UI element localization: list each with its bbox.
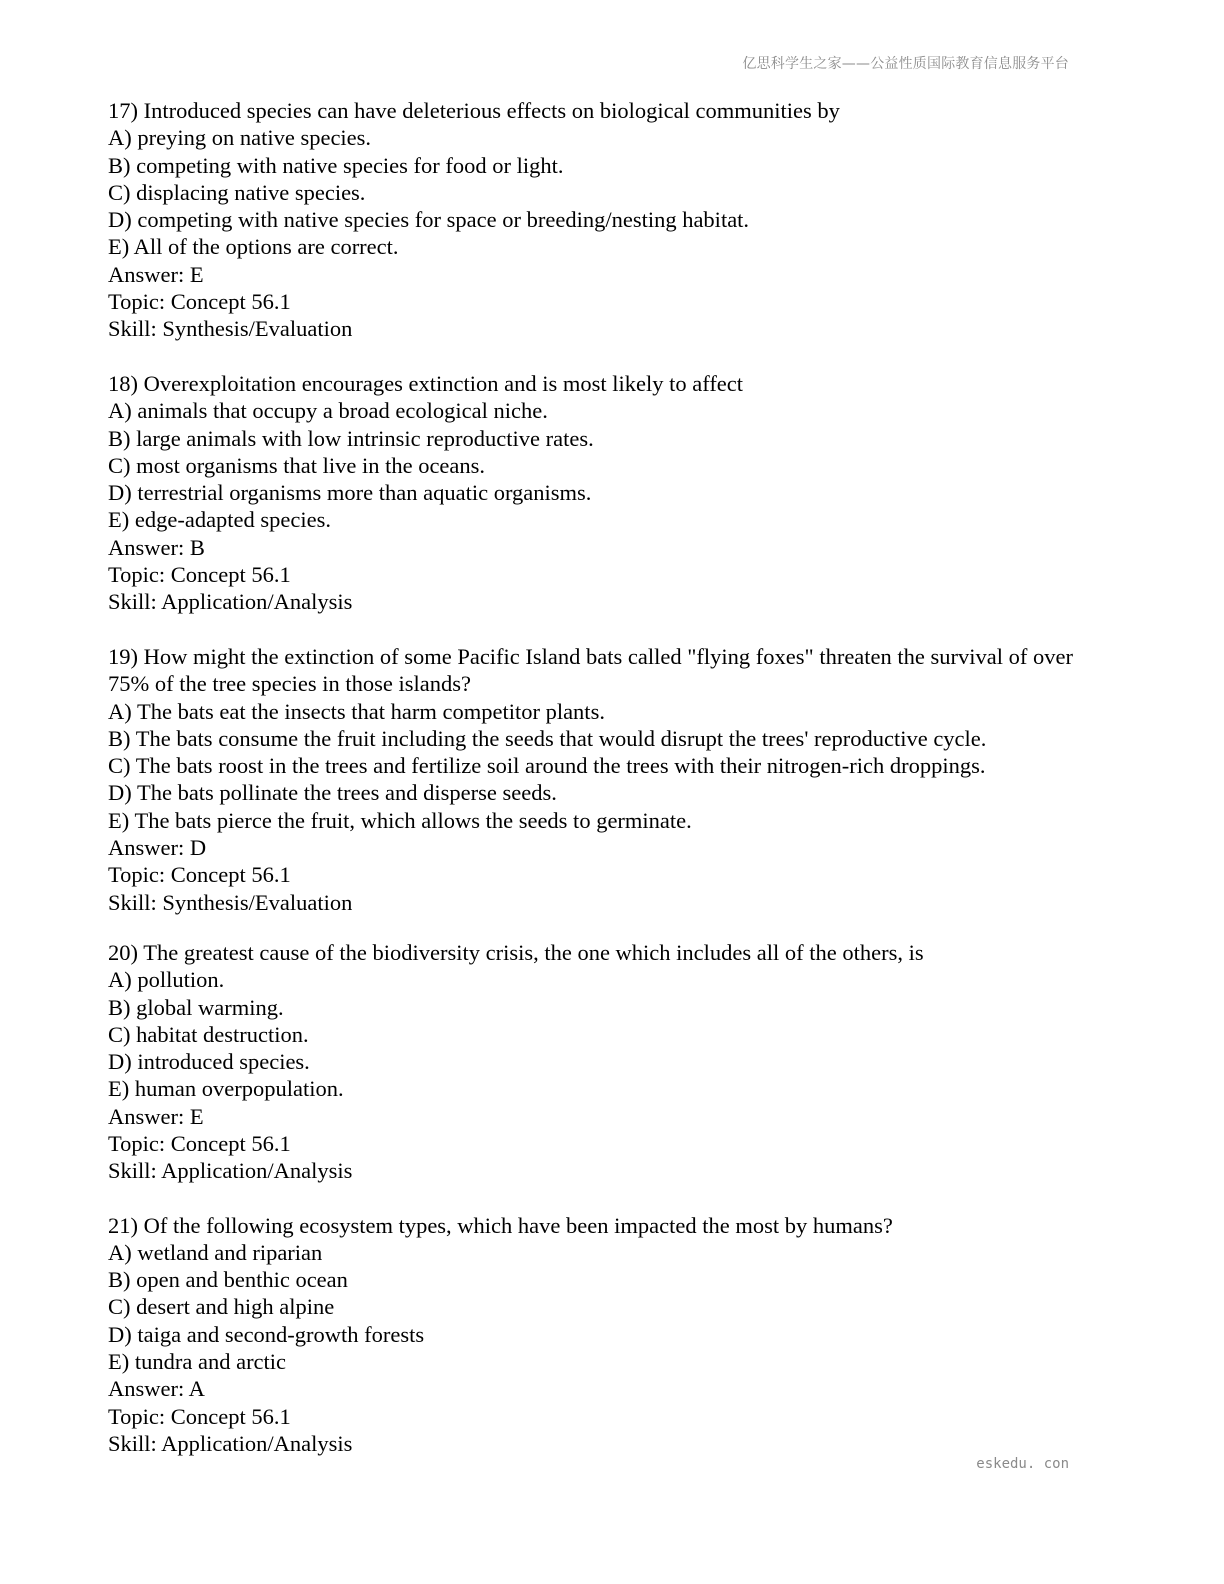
option-a: A) wetland and riparian [108,1239,323,1265]
answer: Answer: D [108,835,207,861]
question-21 [108,1212,1098,1458]
option-b: B) large animals with low intrinsic reproductive rates. [108,425,594,451]
option-c: C) displacing native species. [108,179,366,205]
topic: Topic: Concept 56.1 [108,289,291,315]
option-b: B) The bats consume the fruit including the seeds that would disrupt the trees' reproductive cycle. [108,725,987,751]
option-d: D) terrestrial organisms more than aquatic organisms. [108,480,592,506]
question-19 [108,643,1098,916]
option-e: E) All of the options are correct. [108,234,399,260]
question-20 [108,939,1098,1185]
option-a: A) animals that occupy a broad ecological niche. [108,398,548,424]
topic: Topic: Concept 56.1 [108,1130,291,1156]
skill: Skill: Application/Analysis [108,589,353,615]
skill: Skill: Application/Analysis [108,1430,353,1456]
option-d: D) introduced species. [108,1049,310,1075]
topic: Topic: Concept 56.1 [108,862,291,888]
skill: Skill: Synthesis/Evaluation [108,316,353,342]
question-list [108,97,1098,1457]
option-c: C) desert and high alpine [108,1294,335,1320]
option-d: D) taiga and second-growth forests [108,1321,425,1347]
option-e: E) The bats pierce the fruit, which allows the seeds to germinate. [108,807,692,833]
question-stem: 17) Introduced species can have deleterious effects on biological communities by [108,98,840,123]
skill: Skill: Application/Analysis [108,1158,353,1184]
question-stem: 20) The greatest cause of the biodiversity crisis, the one which includes all of the others, is [108,939,924,965]
option-e: E) tundra and arctic [108,1349,287,1375]
option-e: E) human overpopulation. [108,1076,344,1102]
topic: Topic: Concept 56.1 [108,562,291,588]
page-footer: eskedu. con [976,1456,1069,1472]
option-a: A) pollution. [108,967,225,993]
option-d: D) The bats pollinate the trees and disperse seeds. [108,780,557,806]
question-18 [108,370,1098,616]
answer: Answer: B [108,534,205,560]
option-a: A) The bats eat the insects that harm competitor plants. [108,698,605,724]
answer: Answer: A [108,1376,205,1402]
option-d: D) competing with native species for space or breeding/nesting habitat. [108,207,750,233]
question-stem: 19) How might the extinction of some Pacific Island bats called "flying foxes" threaten the survival of over 75% of the tree species in those islands? [108,643,1073,697]
option-b: B) global warming. [108,994,284,1020]
topic: Topic: Concept 56.1 [108,1403,291,1429]
question-17 [108,97,1098,343]
answer: Answer: E [108,261,204,287]
answer: Answer: E [108,1103,204,1129]
option-e: E) edge-adapted species. [108,507,332,533]
option-c: C) The bats roost in the trees and fertilize soil around the trees with their nitrogen-rich droppings. [108,753,986,779]
skill: Skill: Synthesis/Evaluation [108,889,353,915]
option-c: C) habitat destruction. [108,1021,309,1047]
page-header: 亿思科学生之家——公益性质国际教育信息服务平台 [742,56,1069,72]
option-b: B) open and benthic ocean [108,1267,348,1293]
option-c: C) most organisms that live in the oceans. [108,452,486,478]
question-stem: 21) Of the following ecosystem types, which have been impacted the most by humans? [108,1212,893,1238]
option-b: B) competing with native species for food or light. [108,152,564,178]
question-stem: 18) Overexploitation encourages extinction and is most likely to affect [108,370,744,396]
option-a: A) preying on native species. [108,125,372,151]
